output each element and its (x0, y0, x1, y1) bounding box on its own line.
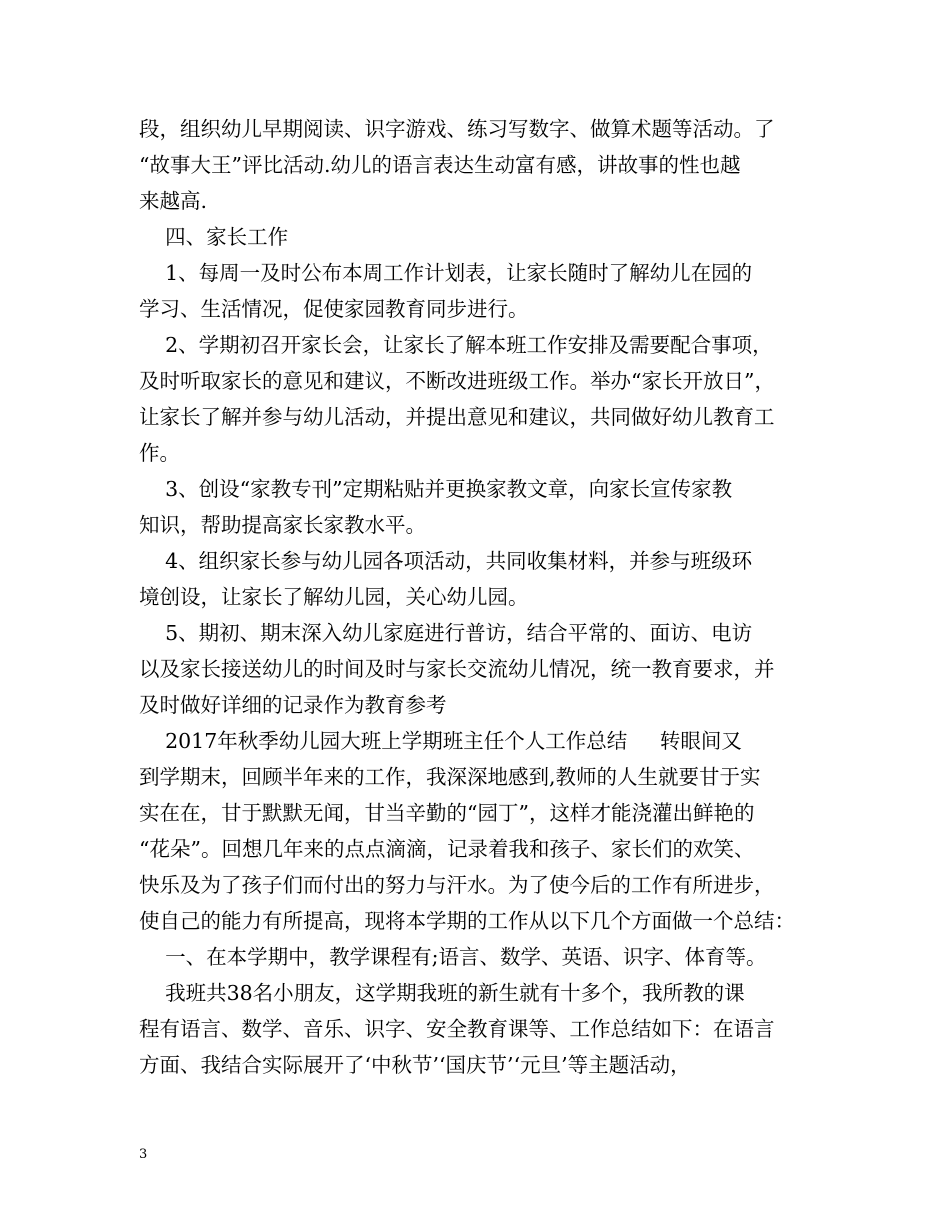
text-line: 及时做好详细的记录作为教育参考 (139, 693, 447, 717)
text-line: “故事大王”评比活动.幼儿的语言表达生动富有感，讲故事的性也越 (139, 153, 741, 177)
body-text (139, 111, 819, 1083)
text-line: 使自己的能力有所提高，现将本学期的工作从以下几个方面做一个总结： (139, 909, 795, 933)
text-line: 境创设，让家长了解幼儿园，关心幼儿园。 (139, 585, 529, 609)
text-line: 学习、生活情况，促使家园教育同步进行。 (139, 297, 529, 321)
text-line: 4、组织家长参与幼儿园各项活动，共同收集材料，并参与班级环 (139, 549, 753, 573)
text-line: 以及家长接送幼儿的时间及时与家长交流幼儿情况，统一教育要求，并 (139, 657, 775, 681)
text-line: 一、在本学期中，教学课程有;语言、数学、英语、识字、体育等。 (139, 945, 767, 969)
text-line: 5、期初、期末深入幼儿家庭进行普访，结合平常的、面访、电访 (139, 621, 753, 645)
text-line: 2017年秋季幼儿园大班上学期班主任个人工作总结 转眼间又 (139, 729, 742, 753)
text-line: 作。 (139, 441, 180, 465)
text-line: 段，组织幼儿早期阅读、识字游戏、练习写数字、做算术题等活动。了 (139, 117, 775, 141)
text-line: 让家长了解并参与幼儿活动，并提出意见和建议，共同做好幼儿教育工 (139, 405, 775, 429)
text-line: 我班共38名小朋友，这学期我班的新生就有十多个，我所教的课 (139, 981, 745, 1005)
section-heading: 四、家长工作 (139, 225, 289, 249)
text-line: “花朵”。回想几年来的点点滴滴，记录着我和孩子、家长们的欢笑、 (139, 837, 755, 861)
page-number: 3 (139, 1147, 148, 1162)
text-line: 知识，帮助提高家长家教水平。 (139, 513, 426, 537)
text-line: 程有语言、数学、音乐、识字、安全教育课等、工作总结如下：在语言 (139, 1017, 775, 1041)
text-line: 及时听取家长的意见和建议，不断改进班级工作。举办“家长开放日”， (139, 369, 775, 393)
text-line: 实在在，甘于默默无闻，甘当辛勤的“园丁”，这样才能浇灌出鲜艳的 (139, 801, 755, 825)
text-line: 1、每周一及时公布本周工作计划表，让家长随时了解幼儿在园的 (139, 261, 753, 285)
text-line: 方面、我结合实际展开了‘中秋节’‘国庆节’‘元旦’等主题活动， (139, 1053, 691, 1077)
text-line: 快乐及为了孩子们而付出的努力与汗水。为了使今后的工作有所进步， (139, 873, 775, 897)
text-line: 来越高. (139, 189, 208, 213)
text-line: 3、创设“家教专刊”定期粘贴并更换家教文章，向家长宣传家教 (139, 477, 733, 501)
text-line: 2、学期初召开家长会，让家长了解本班工作安排及需要配合事项， (139, 333, 773, 357)
text-line: 到学期末，回顾半年来的工作，我深深地感到,教师的人生就要甘于实 (139, 765, 761, 789)
